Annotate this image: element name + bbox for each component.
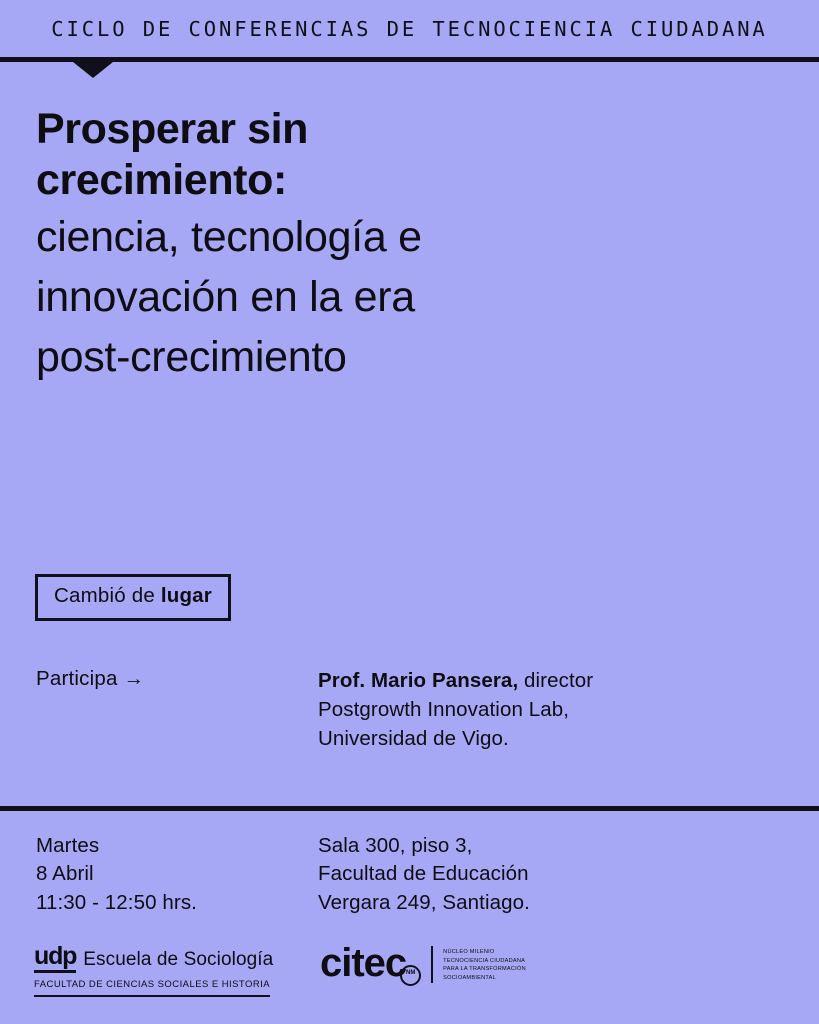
udp-wordmark: udp [34, 942, 77, 970]
title-line-3: ciencia, tecnología e [36, 213, 422, 262]
badge-emphasis: lugar [160, 584, 212, 607]
udp-faculty-name: FACULTAD DE CIENCIAS SOCIALES E HISTORIA [34, 979, 270, 997]
event-location [318, 832, 530, 917]
event-time: 11:30 - 12:50 hrs. [36, 890, 197, 914]
title-line-4: innovación en la era [36, 273, 415, 322]
event-datetime [36, 832, 197, 917]
title-line-5: post-crecimiento [36, 333, 347, 382]
speaker-org-line-1: Postgrowth Innovation Lab, [318, 697, 570, 721]
speaker-block [318, 667, 748, 754]
citec-subtitle-line-3: PARA LA TRANSFORMACIÓN [443, 966, 526, 973]
udp-school-name: Escuela de Sociología [83, 949, 274, 970]
citec-subtitle-line-1: NÚCLEO MILENIO [443, 949, 495, 955]
page-title [36, 104, 736, 386]
speaker-role: director [518, 669, 594, 692]
footer-divider [0, 806, 819, 811]
citec-subtitle-line-2: TECNOCIENCIA CIUDADANA [443, 957, 526, 964]
ribbon-banner [0, 0, 819, 57]
location-building: Facultad de Educación [318, 862, 529, 886]
location-room: Sala 300, piso 3, [318, 834, 473, 857]
event-day: Martes [36, 834, 100, 857]
event-date: 8 Abril [36, 862, 94, 886]
title-line-1: Prosperar sin [36, 105, 309, 153]
participation-label-text: Participa [36, 667, 118, 690]
logo-citec [320, 941, 526, 988]
title-line-2: crecimiento: [36, 156, 287, 205]
citec-wordmark-text: citec [320, 941, 407, 985]
logo-udp [34, 944, 284, 997]
citec-wordmark [320, 941, 421, 988]
speaker-org-line-2: Universidad de Vigo. [318, 726, 509, 750]
citec-subtitle [431, 946, 526, 983]
badge-prefix: Cambió de [54, 584, 161, 607]
udp-logo-line [34, 944, 284, 969]
arrow-right-icon: → [123, 667, 145, 690]
citec-subtitle-line-4: SOCIOAMBIENTAL [443, 974, 496, 981]
ribbon-title: CICLO DE CONFERENCIAS DE TECNOCIENCIA CIUDADANA [51, 16, 768, 41]
venue-change-badge [35, 574, 231, 621]
speaker-name: Prof. Mario Pansera, [318, 669, 519, 692]
participation-label [36, 667, 144, 691]
citec-badge-icon: NM [400, 965, 421, 986]
ribbon-notch-icon [73, 62, 113, 78]
ribbon-divider [0, 57, 819, 62]
location-address: Vergara 249, Santiago. [318, 890, 530, 914]
